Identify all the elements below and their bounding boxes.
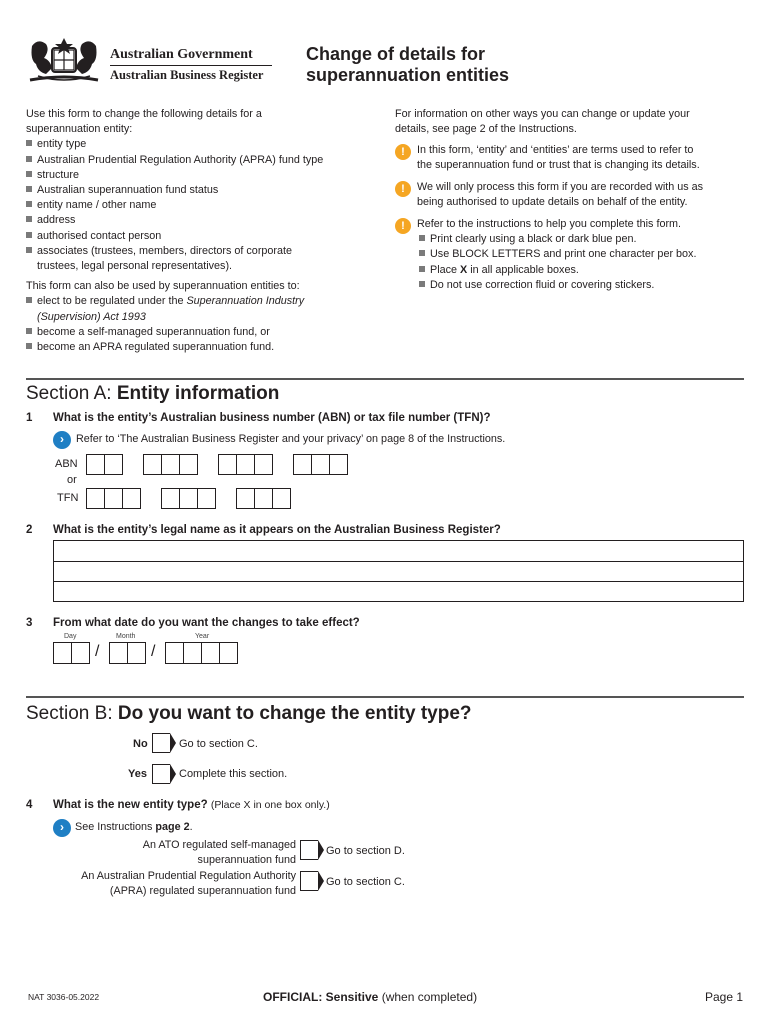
no-instruction: Go to section C. [179, 738, 258, 750]
note-line: the superannuation fund or trust that is changing its details. [417, 159, 700, 172]
sub3-post: in all applicable boxes. [467, 263, 579, 276]
list-item: become a self-managed superannuation fund, or [26, 325, 376, 340]
char-box[interactable] [179, 454, 198, 475]
see-pre: See Instructions [75, 821, 156, 833]
checkbox-frame [152, 764, 170, 784]
char-box[interactable] [311, 454, 330, 475]
question-text: What is the entity’s legal name as it appears on the Australian Business Register? [53, 524, 501, 536]
see-instructions [75, 820, 193, 835]
sub3-pre: Place [430, 263, 461, 276]
char-box[interactable] [179, 488, 198, 509]
legal-name-line-1[interactable] [53, 540, 744, 562]
char-box[interactable] [122, 488, 141, 509]
tfn-label: TFN [57, 492, 79, 504]
year-box[interactable] [201, 642, 220, 664]
legal-name-line-3[interactable] [53, 581, 744, 602]
year-box[interactable] [183, 642, 202, 664]
note-line: being authorised to update details on behalf of the entity. [417, 196, 688, 209]
char-box[interactable] [329, 454, 348, 475]
option-line: An Australian Prudential Regulation Authority [81, 870, 296, 882]
list-item [417, 263, 696, 278]
chevron-right-icon: › [53, 431, 71, 449]
section-a-title [26, 383, 279, 405]
arrow-icon [170, 764, 176, 784]
intro-line: superannuation entity: [26, 123, 133, 136]
list-item: Australian Prudential Regulation Authority (APRA) fund type [26, 153, 376, 168]
see-post: . [189, 821, 193, 833]
question-number: 3 [26, 617, 33, 629]
year-label: Year [195, 633, 210, 640]
arrow-icon [318, 840, 324, 860]
char-box[interactable] [86, 488, 105, 509]
note-3 [417, 217, 696, 293]
q4-title: What is the new entity type? [53, 799, 208, 811]
checkbox-frame [152, 733, 170, 753]
act-name-cont: (Supervision) Act 1993 [37, 310, 146, 323]
note-line: In this form, ‘entity’ and ‘entities’ are terms used to refer to [417, 144, 694, 156]
when-completed: (when completed) [378, 990, 478, 1004]
q4-hint: (Place X in one box only.) [210, 799, 330, 811]
list-item: entity name / other name [26, 198, 376, 213]
option-line: (APRA) regulated superannuation fund [109, 885, 296, 898]
char-box[interactable] [236, 488, 255, 509]
section-heading: Entity information [116, 383, 280, 404]
alert-icon: ! [395, 181, 411, 197]
official-label: OFFICIAL: Sensitive [263, 990, 379, 1004]
section-prefix: Section B: [26, 703, 118, 724]
list-item: Australian superannuation fund status [26, 183, 376, 198]
question-number: 4 [26, 799, 33, 811]
month-box[interactable] [109, 642, 128, 664]
question-number: 2 [26, 524, 33, 536]
page-title [306, 44, 509, 86]
option-line: superannuation fund [197, 854, 296, 867]
section-divider [26, 378, 744, 380]
info-line: For information on other ways you can change or update your [395, 108, 690, 120]
day-label: Day [64, 633, 77, 640]
apra-instruction: Go to section C. [326, 876, 405, 888]
date-separator: / [151, 643, 156, 660]
intro-line: Use this form to change the following details for a [26, 108, 262, 120]
char-box[interactable] [161, 488, 180, 509]
note-line: Refer to the instructions to help you complete this form. [417, 218, 682, 230]
form-code: NAT 3036-05.2022 [28, 992, 100, 1002]
logo-divider [110, 65, 272, 66]
list-item-cont: trustees, legal personal representatives). [37, 260, 233, 273]
see-page: page 2 [155, 821, 190, 833]
char-box[interactable] [143, 454, 162, 475]
yes-label: Yes [128, 768, 147, 780]
info-line: details, see page 2 of the Instructions. [395, 123, 577, 136]
list-item: Use BLOCK LETTERS and print one character per box. [417, 247, 696, 262]
refer-text: Refer to ‘The Australian Business Register and your privacy’ on page 8 of the Instructions. [76, 433, 506, 445]
note-2 [417, 180, 703, 210]
abn-label: ABN [55, 458, 78, 470]
char-box[interactable] [104, 454, 123, 475]
page-number: Page 1 [705, 990, 744, 1004]
no-label: No [133, 738, 148, 750]
page-title-line1: Change of details for [306, 44, 486, 64]
option-line: An ATO regulated self-managed [142, 839, 296, 851]
char-box[interactable] [104, 488, 123, 509]
char-box[interactable] [254, 488, 273, 509]
legal-name-line-2[interactable] [53, 561, 744, 582]
day-box[interactable] [53, 642, 72, 664]
list-item: become an APRA regulated superannuation fund. [26, 340, 376, 355]
list-item: address [26, 213, 376, 228]
list-item: Print clearly using a black or dark blue pen. [417, 232, 696, 247]
checkbox-frame [300, 871, 318, 891]
coat-of-arms-icon [24, 36, 104, 88]
act-name: Superannuation Industry [186, 295, 305, 308]
month-box[interactable] [127, 642, 146, 664]
char-box[interactable] [218, 454, 237, 475]
question-text: What is the entity’s Australian business number (ABN) or tax file number (TFN)? [53, 412, 491, 424]
org-subname: Australian Business Register [110, 68, 264, 82]
section-divider [26, 696, 744, 698]
chevron-right-icon: › [53, 819, 71, 837]
year-box[interactable] [165, 642, 184, 664]
arrow-icon [170, 733, 176, 753]
section-heading: Do you want to change the entity type? [117, 703, 472, 724]
date-separator: / [95, 643, 100, 660]
question-text: From what date do you want the changes to take effect? [53, 617, 360, 629]
yes-instruction: Complete this section. [179, 768, 288, 780]
section-prefix: Section A: [26, 383, 117, 404]
list-item: associates (trustees, members, directors of corporate [26, 244, 376, 259]
intro-right [395, 107, 755, 137]
note-1 [417, 143, 700, 173]
option-apra-label [40, 869, 296, 899]
elect-text: elect to be regulated under the [37, 295, 184, 308]
alert-icon: ! [395, 144, 411, 160]
char-box[interactable] [272, 488, 291, 509]
list-item [26, 294, 376, 309]
intro-left [26, 107, 376, 355]
list-item: authorised contact person [26, 229, 376, 244]
sub3-x: X [460, 263, 468, 276]
char-box[interactable] [293, 454, 312, 475]
year-box[interactable] [219, 642, 238, 664]
intro-also: This form can also be used by superannuation entities to: [26, 280, 300, 293]
page-title-line2: superannuation entities [306, 65, 510, 85]
list-item: entity type [26, 137, 376, 152]
smsf-instruction: Go to section D. [326, 845, 405, 857]
char-box[interactable] [86, 454, 105, 475]
org-name: Australian Government [110, 47, 253, 62]
checkbox-frame [300, 840, 318, 860]
day-box[interactable] [71, 642, 90, 664]
alert-icon: ! [395, 218, 411, 234]
option-smsf-label [60, 838, 296, 868]
or-label: or [67, 474, 77, 486]
char-box[interactable] [161, 454, 180, 475]
arrow-icon [318, 871, 324, 891]
note-line: We will only process this form if you are recorded with us as [417, 181, 704, 193]
list-item: Do not use correction fluid or covering stickers. [417, 278, 696, 293]
char-box[interactable] [197, 488, 216, 509]
question-text [53, 799, 330, 811]
char-box[interactable] [236, 454, 255, 475]
month-label: Month [116, 633, 136, 640]
question-number: 1 [26, 412, 33, 424]
list-item: structure [26, 168, 376, 183]
section-b-title [26, 703, 472, 725]
classification [263, 990, 477, 1004]
char-box[interactable] [254, 454, 273, 475]
